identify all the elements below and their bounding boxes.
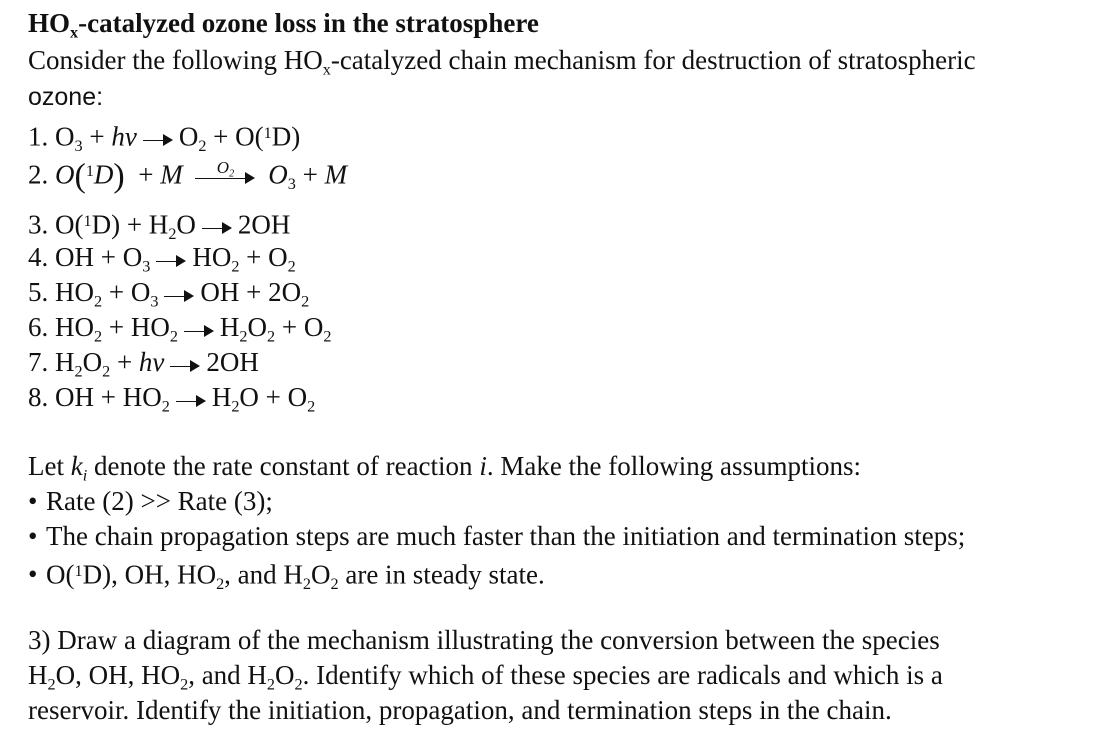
- reaction-8: 8. OH + $HO_2$ $H_2O + O_2$: [28, 382, 316, 416]
- reaction-arrow: [170, 355, 200, 375]
- assumption-item: • O($^1$D), OH, $HO_2$, and $H_2O_2$ are in steady state.: [28, 559, 545, 593]
- reaction-arrow-with-reagent: $O_2$: [195, 167, 255, 187]
- question-line: 3) Draw a diagram of the mechanism illustrating the conversion between the species: [28, 625, 940, 655]
- question-line: $H_2O$, OH, $HO_2$, and $H_2O_2$. Identify which of these species are radicals and which is a: [28, 660, 943, 694]
- reaction-6: 6. $HO_2 + HO_2$ $H_2O_2 + O_2$: [28, 312, 332, 346]
- assumption-text: The chain propagation steps are much faster than the initiation and termination steps;: [46, 521, 966, 551]
- reaction-1: 1. $O_3$ + hv $O_2 + O(^1D)$: [28, 121, 301, 155]
- reaction-arrow: [164, 285, 194, 305]
- reaction-arrow: [143, 129, 173, 149]
- reaction-arrow: [176, 390, 206, 410]
- assumption-text: Rate (2) >> Rate (3);: [46, 486, 273, 516]
- reaction-2: 2. O($^1$D) + M $O_2$ $O_3 + M$: [28, 157, 348, 195]
- reaction-arrow: [202, 217, 232, 237]
- reaction-3: 3. $O(^1D) + H_2O$ 2OH: [28, 209, 291, 243]
- assumptions-intro: Let $k_i$ denote the rate constant of reaction i. Make the following assumptions:: [28, 451, 862, 485]
- intro-text-continued: ozone:: [28, 83, 104, 111]
- question-line: reservoir. Identify the initiation, propagation, and termination steps in the chain.: [28, 695, 892, 725]
- assumption-item: • Rate (2) >> Rate (3);: [28, 486, 273, 516]
- intro-text: Consider the following $HO_x$-catalyzed chain mechanism for destruction of stratospheric: [28, 45, 976, 79]
- reaction-arrow: [156, 250, 186, 270]
- page-title: $HO_x$-catalyzed ozone loss in the stratosphere: [28, 8, 539, 42]
- assumption-item: • The chain propagation steps are much faster than the initiation and termination steps;: [28, 521, 966, 551]
- reaction-arrow: [184, 320, 214, 340]
- reaction-7: 7. $H_2O_2$ + hv 2OH: [28, 347, 259, 381]
- reaction-5: 5. $HO_2 + O_3$ OH + $2O_2$: [28, 277, 310, 311]
- reaction-4: 4. OH + $O_3$ $HO_2 + O_2$: [28, 242, 296, 276]
